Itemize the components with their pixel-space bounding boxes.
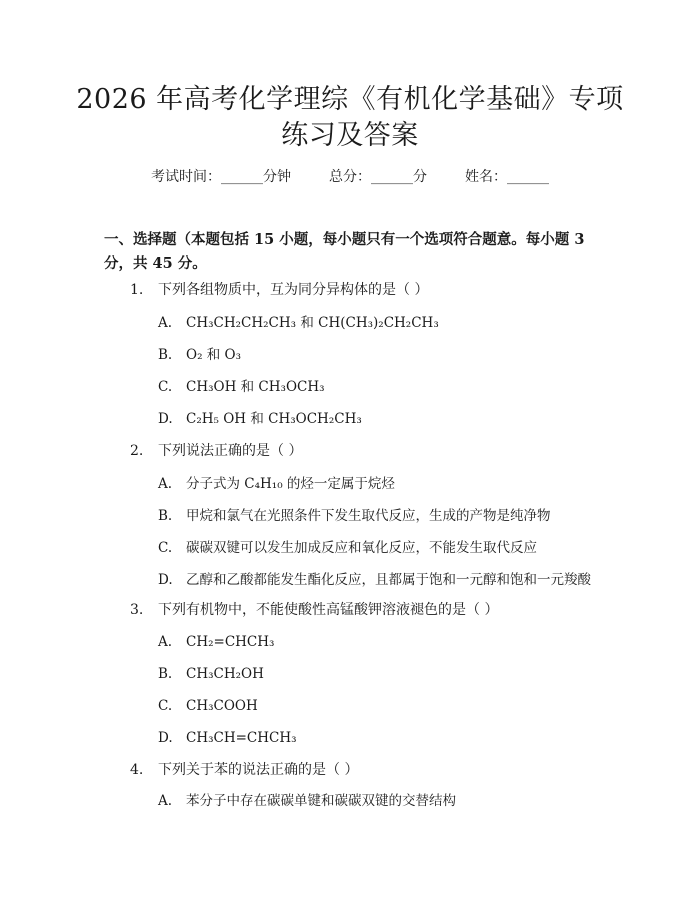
- option-letter: A.: [158, 315, 173, 331]
- option-text: CH₃COOH: [186, 698, 258, 714]
- question-4: [130, 760, 358, 780]
- option-letter: A.: [158, 793, 173, 809]
- option-text: CH₃OH 和 CH₃OCH₃: [186, 379, 325, 395]
- option-letter: D.: [158, 730, 173, 746]
- student-name-field: 姓名：______: [465, 169, 549, 185]
- section-heading: 一、选择题（本题包括 15 小题，每小题只有一个选项符合题意。每小题 3 分，共 45 分。: [104, 231, 585, 272]
- question-1: [130, 280, 428, 300]
- total-score-field: 总分：______分: [329, 169, 427, 185]
- exam-info-line: [0, 167, 700, 187]
- option-4a: [158, 791, 456, 811]
- question-2: [130, 441, 302, 461]
- option-3b: [158, 664, 264, 684]
- option-1c: [158, 377, 325, 397]
- option-2d: [158, 570, 591, 590]
- option-letter: D.: [158, 411, 173, 427]
- option-text: O₂ 和 O₃: [186, 347, 242, 363]
- question-number: 4.: [130, 762, 144, 778]
- option-2c: [158, 538, 537, 558]
- option-letter: A.: [158, 476, 173, 492]
- option-2a: [158, 474, 395, 494]
- question-number: 3.: [130, 602, 144, 618]
- option-letter: C.: [158, 540, 173, 556]
- question-stem: 下列关于苯的说法正确的是（ ）: [158, 762, 359, 778]
- option-letter: B.: [158, 347, 173, 363]
- option-letter: C.: [158, 698, 173, 714]
- question-stem: 下列说法正确的是（ ）: [158, 443, 303, 459]
- question-number: 2.: [130, 443, 144, 459]
- option-letter: D.: [158, 572, 173, 588]
- option-letter: C.: [158, 379, 173, 395]
- option-text: 分子式为 C₄H₁₀ 的烃一定属于烷烃: [186, 476, 395, 492]
- option-text: 碳碳双键可以发生加成反应和氧化反应，不能发生取代反应: [186, 540, 537, 556]
- option-text: CH₂=CHCH₃: [186, 634, 275, 650]
- option-text: 乙醇和乙酸都能发生酯化反应，且都属于饱和一元醇和饱和一元羧酸: [186, 572, 591, 588]
- document-title-line-1: 2026 年高考化学理综《有机化学基础》专项: [76, 84, 624, 115]
- option-text: CH₃CH₂OH: [186, 666, 264, 682]
- exam-time-field: 考试时间：______分钟: [151, 169, 291, 185]
- option-text: 甲烷和氯气在光照条件下发生取代反应，生成的产物是纯净物: [186, 508, 551, 524]
- option-text: CH₃CH=CHCH₃: [186, 730, 297, 746]
- question-stem: 下列各组物质中，互为同分异构体的是（ ）: [158, 282, 429, 298]
- option-3d: [158, 728, 297, 748]
- option-1d: [158, 409, 362, 429]
- option-1b: [158, 345, 241, 365]
- option-text: CH₃CH₂CH₂CH₃ 和 CH(CH₃)₂CH₂CH₃: [186, 315, 439, 331]
- option-1a: [158, 313, 439, 333]
- question-3: [130, 600, 498, 620]
- option-3c: [158, 696, 258, 716]
- option-2b: [158, 506, 551, 526]
- question-stem: 下列有机物中，不能使酸性高锰酸钾溶液褪色的是（ ）: [158, 602, 499, 618]
- option-text: 苯分子中存在碳碳单键和碳碳双键的交替结构: [186, 793, 456, 809]
- option-letter: A.: [158, 634, 173, 650]
- option-text: C₂H₅ OH 和 CH₃OCH₂CH₃: [186, 411, 362, 427]
- option-letter: B.: [158, 666, 173, 682]
- question-number: 1.: [130, 282, 144, 298]
- option-letter: B.: [158, 508, 173, 524]
- document-title-line-2: 练习及答案: [281, 120, 419, 151]
- option-3a: [158, 632, 274, 652]
